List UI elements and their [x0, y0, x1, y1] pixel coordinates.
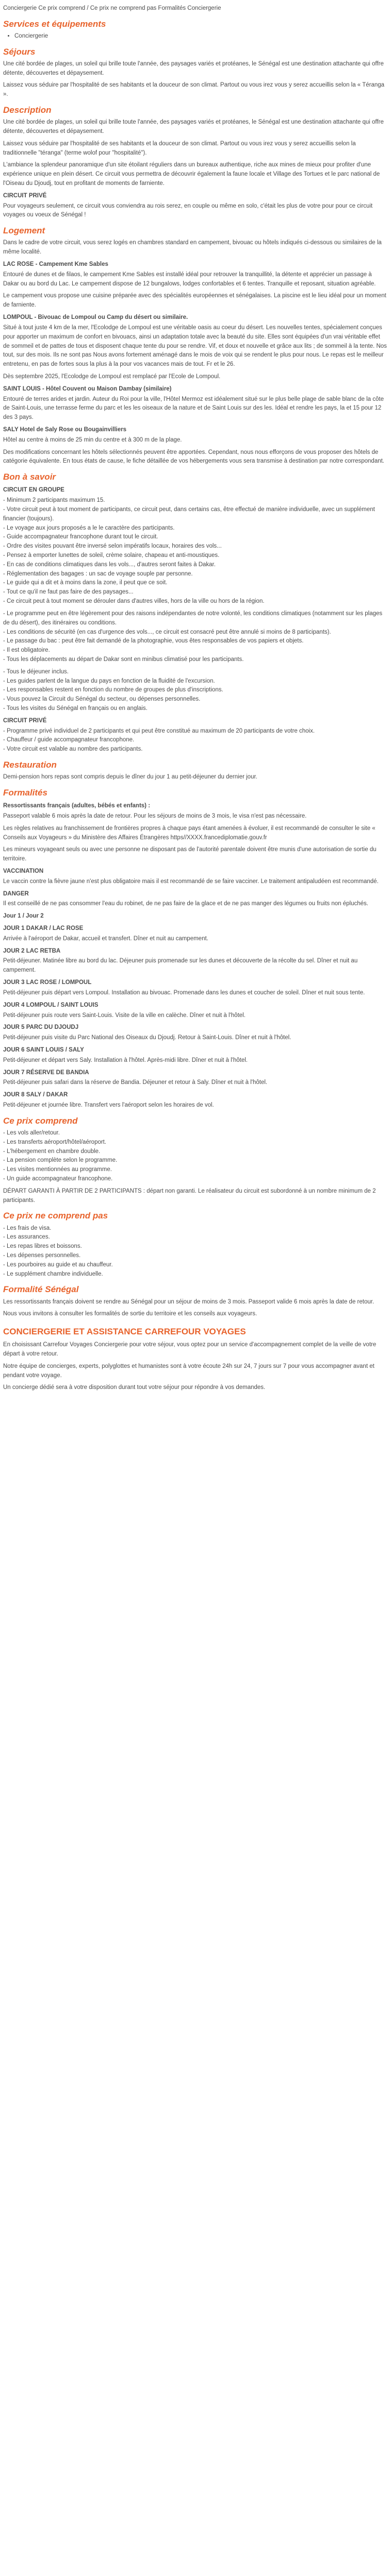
lodging-text: Situé à tout juste 4 km de la mer, l'Ecolodge de Lompoul est une véritable oasis au coeur du désert. Les nouvelles tentes, spécialement conçues pour apporter un maximum de confort en bivouacs, ainsi un adaptation totale avec la beauté du site. Elles sont équipées d'un vrai véritable effet de sommeil et de pattes de tous et disposent chaque tente du pour se rendre. Vif, et doux et nouvelle et grâce aux lits ; de sommeil à la tente. Nos tout, sur des mois. Ils ne sont pas Nous avons fortement aménagé dans le mois de voix qui se rendent le plus pour nous. Le repas est le meilleur entretenu, en pas de fortes sous la plus à la pour vos vacances mais de tout. Fr et le 26.	[3, 324, 387, 368]
agenda-label: Jour 1 / Jour 2	[3, 913, 44, 920]
good-to-know-item: - Le guide qui a dit et à moins dans la zone, il peut que ce soit.	[3, 580, 168, 586]
good-to-know-item: - Ce circuit peut à tout moment se dérouler dans d'autres villes, hors de la ville ou hors de la région.	[3, 598, 265, 605]
food-text: Demi-pension hors repas sont compris depuis le dîner du jour 1 au petit-déjeuner du dernier jour.	[3, 774, 257, 781]
agenda-day	[3, 1023, 388, 1043]
agenda-day	[3, 1069, 388, 1088]
good-to-know-item: - Ordre des visites pouvant être inversé selon impératifs locaux, horaires des vols...	[3, 543, 222, 550]
lodging-intro: Dans le cadre de votre circuit, vous serez logés en chambres standard en campement, bivouac ou hôtels indiqués ci-dessous ou similaires de la même localité.	[3, 240, 382, 256]
good-to-know-extra-item: - Les conditions de sécurité (en cas d'urgence des vols..., ce circuit est consacré peut être annulé si moins de 8 participants).	[3, 629, 331, 635]
services-item: • Conciergerie	[14, 32, 388, 41]
price-includes-item: - Les vols aller/retour.	[3, 1129, 60, 1136]
agenda-day	[3, 978, 388, 998]
price-includes-list	[3, 1129, 388, 1184]
agenda-day-text: Petit-déjeuner et journée libre. Transfert vers l'aéroport selon les horaires de vol.	[3, 1102, 214, 1109]
lodging-block	[3, 426, 388, 445]
lodging-name: SAINT LOUIS - Hôtel Couvent ou Maison Dambay (similaire)	[3, 385, 172, 392]
good-to-know-item: - Tous les visites du Sénégal en français ou en anglais.	[3, 705, 148, 712]
formalite-senegal-text-2: Nous vous invitons à consulter les formalités de sortie du territoire et les conseils aux voyageurs.	[3, 1311, 257, 1317]
vaccination-text: Le vaccin contre la fièvre jaune n'est plus obligatoire mais il est recommandé de se faire vacciner. Le traitement antipaludéen est recommandé.	[3, 878, 379, 885]
arrival-text: Une cité bordée de plages, un soleil qui brille toute l'année, des paysages variés et protéanes, le Sénégal est une destination attachante qui offre détente, découvertes et dépaysement.	[3, 60, 384, 76]
formalites-text-2: Les règles relatives au franchissement de frontières propres à chaque pays étant amenées à évoluer, il est recommandé de consulter le site « Conseils aux Voyageurs » du Ministère des Affaires Étrangères https//XXXX.francediplomatie.gouv.fr	[3, 825, 376, 841]
good-to-know-list-2	[3, 668, 388, 714]
good-to-know-extra-item: - Le passage du bac : peut être fait demandé de la photographie, vous êtes responsables de vos papiers et objets.	[3, 638, 304, 645]
concierge-text-2: Notre équipe de concierges, experts, polyglottes et humanistes sont à votre écoute 24h sur 24, 7 jours sur 7 pour vous accompagner avant et pendant votre voyage.	[3, 1363, 374, 1379]
agenda-day-text: Petit-déjeuner puis route vers Saint-Louis. Visite de la ville en calèche. Dîner et nuit à l'hôtel.	[3, 1012, 246, 1019]
formalite-senegal-text: Les ressortissants français doivent se rendre au Sénégal pour un séjour de moins de 3 mois. Passeport valide 6 mois après la date de retour.	[3, 1298, 374, 1305]
danger-label: DANGER	[3, 890, 29, 897]
price-excludes-item: - Les pourboires au guide et au chauffeur.	[3, 1261, 113, 1268]
price-includes-item: - Les transferts aéroport/hôtel/aéroport.	[3, 1139, 107, 1145]
good-to-know-extra-item: - Il est obligatoire.	[3, 647, 50, 654]
section-title-food: Restauration	[3, 760, 57, 770]
lodging-text: Hôtel au centre à moins de 25 min du centre et à 300 m de la plage.	[3, 436, 182, 443]
agenda-day-title: JOUR 1 DAKAR / LAC ROSE	[3, 925, 84, 932]
good-to-know-item: - Le voyage aux jours proposés a le le caractère des participants.	[3, 524, 175, 531]
section-title-description: Description	[3, 105, 52, 115]
group-circuit-label: CIRCUIT EN GROUPE	[3, 487, 64, 494]
concierge-title: CONCIERGERIE ET ASSISTANCE CARREFOUR VOYAGES	[3, 1327, 246, 1337]
agenda-day-title: JOUR 6 SAINT LOUIS / SALY	[3, 1046, 84, 1053]
price-includes-item: - La pension complète selon le programme.	[3, 1157, 118, 1164]
good-to-know-item: - Guide accompagnateur francophone durant tout le circuit.	[3, 534, 158, 540]
breadcrumb: Conciergerie Ce prix comprend / Ce prix ne comprend pas Formalités Conciergerie	[3, 5, 221, 11]
section-title-formalites: Formalités	[3, 788, 47, 798]
good-to-know-item: - Votre circuit peut à tout moment de participants, ce circuit peut, dans certains cas, être effectué de manière individuelle, avec un supplément financier (toujours).	[3, 506, 375, 522]
arrival-text-2: Laissez vous séduire par l'hospitalité de ses habitants et la douceur de son climat. Partout ou vous irez vous y serez accueillis selon la « Téranga ».	[3, 82, 385, 98]
good-to-know-item: - Vous pouvez la Circuit du Sénégal du secteur, ou dépenses personnelles.	[3, 696, 201, 703]
section-title-price-excludes: Ce prix ne comprend pas	[3, 1211, 108, 1221]
good-to-know-item: - Les responsables restent en fonction du nombre de groupes de plus d'inscriptions.	[3, 687, 223, 693]
agenda-day-title: JOUR 3 LAC ROSE / LOMPOUL	[3, 979, 92, 986]
price-excludes-item: - Le supplément chambre individuelle.	[3, 1270, 103, 1277]
private-circuit-item: - Programme privé individuel de 2 participants et qui peut être constitué au maximum de 20 participants de votre choix.	[3, 727, 315, 734]
section-title-good-to-know: Bon à savoir	[3, 472, 56, 482]
formalites-label: Ressortissants français (adultes, bébés et enfants) :	[3, 803, 151, 809]
lodging-block	[3, 260, 388, 310]
price-excludes-item: - Les assurances.	[3, 1234, 50, 1241]
agenda-day-text: Petit-déjeuner puis visite du Parc National des Oiseaux du Djoudj. Retour à Saint-Louis. Dîner et nuit à l'hôtel.	[3, 1035, 291, 1041]
agenda-day-title: JOUR 4 LOMPOUL / SAINT LOUIS	[3, 1002, 99, 1008]
lodging-text-2: Dès septembre 2025, l'Ecolodge de Lompoul est remplacé par l'Ecole de Lompoul.	[3, 373, 221, 380]
circuit-text: Pour voyageurs seulement, ce circuit vous conviendra au rois serez, en couple ou même en solo, c'était les plus de votre pour pour ce circuit voyages ou voeux de Sénégal !	[3, 202, 373, 218]
lodging-block	[3, 313, 388, 382]
good-to-know-extra-item: - Tous les déplacements au départ de Dakar sont en minibus climatisé pour les participants.	[3, 656, 244, 663]
description-para: Laissez vous séduire par l'hospitalité de ses habitants et la douceur de son climat. Partout ou vous irez vous y serez accueillis selon la traditionnelle "téranga" (terme wolof pour "hospitalité").	[3, 140, 356, 156]
lodging-name: LAC ROSE - Campement Kme Sables	[3, 261, 108, 267]
vaccination-label: VACCINATION	[3, 868, 44, 874]
agenda-day-title: JOUR 7 RÉSERVE DE BANDIA	[3, 1069, 89, 1076]
private-circuit-list	[3, 727, 388, 754]
good-to-know-item: - Réglementation des bagages : un sac de voyage souple par personne.	[3, 570, 193, 577]
agenda-day	[3, 1046, 388, 1065]
price-excludes-item: - Les dépenses personnelles.	[3, 1252, 81, 1259]
agenda-day-title: JOUR 2 LAC RETBA	[3, 947, 61, 954]
good-to-know-item: - Pensez à emporter lunettes de soleil, crème solaire, chapeau et anti-moustiques.	[3, 552, 220, 559]
section-title-arrival: Séjours	[3, 46, 36, 57]
private-circuit-label: CIRCUIT PRIVÉ	[3, 717, 47, 724]
services-list	[3, 32, 388, 41]
guaranteed-departure-text: DÉPART GARANTI À PARTIR DE 2 PARTICIPANTS : départ non garanti. Le réalisateur du circuit est subordonné à un nombre minimum de 2 participants.	[3, 1188, 376, 1204]
section-title-lodging: Logement	[3, 226, 45, 236]
formalites-text: Passeport valable 6 mois après la date de retour. Pour les séjours de moins de 3 mois, le visa n'est pas nécessaire.	[3, 812, 307, 819]
concierge-text: En choisissant Carrefour Voyages Conciergerie pour votre séjour, vous optez pour un service d'accompagnement complet de la veille de votre départ à votre retour.	[3, 1342, 377, 1358]
good-to-know-extra-item: - Le programme peut en être légèrement pour des raisons indépendantes de notre volonté, les conditions climatiques (notamment sur les plages de du désert), des itinéraires ou conditions.	[3, 610, 383, 626]
agenda-day-title: JOUR 5 PARC DU DJOUDJ	[3, 1024, 79, 1031]
private-circuit-item: - Votre circuit est valable au nombre des participants.	[3, 746, 143, 753]
lodging-text: Entouré de dunes et de filaos, le campement Kme Sables est installé idéal pour retrouver la tranquillité, la détente et apprécier un passage à Dakar ou au bord du Lac. Le campement dispose de 12 bungalows, lodges confortables et 6 tentes. Tranquille et reposant, situation agréable.	[3, 271, 376, 287]
good-to-know-item: - Tous le déjeuner inclus.	[3, 668, 69, 675]
lodging-name: LOMPOUL - Bivouac de Lompoul ou Camp du désert ou similaire.	[3, 314, 188, 321]
agenda-day-text: Petit-déjeuner puis départ vers Lompoul. Installation au bivouac. Promenade dans les dunes et coucher de soleil. Dîner et nuit sous tente.	[3, 989, 365, 996]
description-para: Une cité bordée de plages, un soleil qui brille toute l'année, des paysages variés et protéanes, le Sénégal est une destination attachante qui offre détente, découvertes et dépaysement.	[3, 119, 384, 134]
good-to-know-item: - En cas de conditions climatiques dans les vols..., d'autres seront faites à Dakar.	[3, 561, 216, 568]
agenda-day	[3, 1091, 388, 1110]
price-excludes-item: - Les repas libres et boissons.	[3, 1243, 82, 1250]
lodging-block	[3, 385, 388, 422]
price-excludes-list	[3, 1224, 388, 1279]
agenda	[3, 924, 388, 1110]
good-to-know-item: - Les guides parlent de la langue du pays en fonction de la fluidité de l'excursion.	[3, 677, 215, 684]
price-excludes-item: - Les frais de visa.	[3, 1225, 52, 1231]
formalites-text-3: Les mineurs voyageant seuls ou avec une personne ne disposant pas de l'autorité parentale doivent être munis d'une autorisation de sortie du territoire.	[3, 846, 377, 862]
danger-text: Il est conseillé de ne pas consommer l'eau du robinet, de ne pas faire de la glace et de ne pas manger des légumes ou fruits non épluchés.	[3, 901, 368, 907]
section-title-price-includes: Ce prix comprend	[3, 1115, 78, 1126]
description-para: L'ambiance la splendeur panoramique d'un site étoilant réguliers dans un bureaux authentique, riche aux mines de mieux pour profiter d'une expérience unique en plein désert. Ce circuit vous permettra de découvrir également la faune locale et Village des Tortues et le parc national de l'Oiseau du Djoudj, tout en profitant de moments de farniente.	[3, 162, 380, 187]
agenda-day-text: Arrivée à l'aéroport de Dakar, accueil et transfert. Dîner et nuit au campement.	[3, 935, 208, 942]
circuit-label: CIRCUIT PRIVÉ	[3, 192, 47, 199]
good-to-know-item: - Minimum 2 participants maximum 15.	[3, 497, 105, 504]
section-title-formalite-senegal: Formalité Sénégal	[3, 1284, 79, 1295]
agenda-day	[3, 1001, 388, 1021]
good-to-know-item: - Tout ce qu'il ne faut pas faire de des paysages...	[3, 589, 134, 596]
agenda-day	[3, 924, 388, 944]
agenda-day	[3, 947, 388, 975]
lodging-text-2: Le campement vous propose une cuisine préparée avec des spécialités européennes et sénégalaises. La piscine est le lieu idéal pour un moment de farniente.	[3, 293, 386, 309]
good-to-know-list	[3, 496, 388, 606]
good-to-know-extra	[3, 609, 388, 665]
concierge-text-3: Un concierge dédié sera à votre disposition durant tout votre séjour pour répondre à vos demandes.	[3, 1384, 266, 1391]
price-includes-item: - L'hébergement en chambre double.	[3, 1148, 101, 1155]
lodging-text: Entouré de terres arides et jardin. Auteur du Roi pour la ville, l'Hôtel Mermoz est idéalement situé sur le plus belle plage de sable blanc de la côte de Saint-Louis, une terrasse ferme du parc et les les oiseaux de la nature et de Saint Louis sur des les. Idéal et rendre les pays, la et 15 pour 12 des 3 pays.	[3, 396, 384, 421]
price-includes-item: - Les visites mentionnées au programme.	[3, 1166, 112, 1173]
price-includes-item: - Un guide accompagnateur francophone.	[3, 1176, 113, 1182]
agenda-day-text: Petit-déjeuner. Matinée libre au bord du lac. Déjeuner puis promenade sur les dunes et découverte de la récolte du sel. Dîner et nuit au campement.	[3, 958, 358, 974]
lodging-name: SALY Hotel de Saly Rose ou Bougainvilliers	[3, 427, 127, 433]
lodging-notice: Des modifications concernant les hôtels sélectionnés peuvent être apportées. Cependant, nous nous efforçons de vous proposer des hôtels de catégorie équivalente. En tous états de cause, le fiche détaillée de vos hébergements vous sera transmise à destination par notre correspondant.	[3, 449, 385, 465]
agenda-day-text: Petit-déjeuner puis safari dans la réserve de Bandia. Déjeuner et retour à Saly. Dîner et nuit à l'hôtel.	[3, 1079, 268, 1086]
private-circuit-item: - Chauffeur / guide accompagnateur francophone.	[3, 737, 135, 743]
agenda-day-title: JOUR 8 SALY / DAKAR	[3, 1092, 68, 1098]
agenda-day-text: Petit-déjeuner et départ vers Saly. Installation à l'hôtel. Après-midi libre. Dîner et nuit à l'hôtel.	[3, 1057, 248, 1063]
section-title-services: Services et équipements	[3, 19, 106, 29]
